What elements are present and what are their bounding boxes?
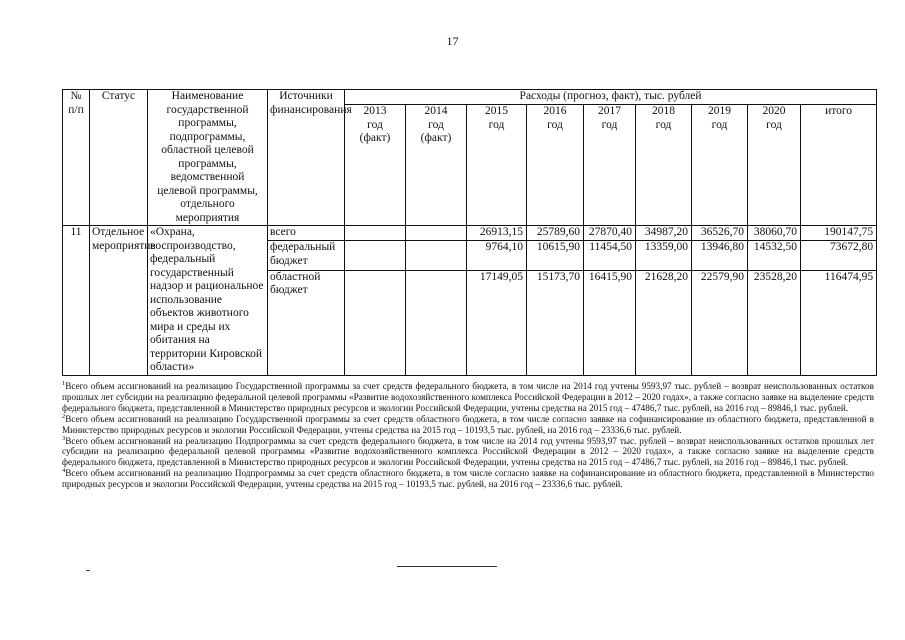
total-cell: 116474,95: [801, 270, 877, 375]
header-year-2017: [584, 105, 636, 226]
header-year-unit: год: [428, 118, 444, 131]
value-cell: 10615,90: [527, 241, 584, 270]
row-name: «Охрана, воспроизводство, федеральный государственный надзор и рациональное использование объектов животного мира и среды их обитания на территории Кировской области»: [148, 226, 268, 376]
footnote-mark: 4: [62, 467, 66, 475]
value-cell: 23528,20: [748, 270, 801, 375]
source-cell: областной бюджет: [268, 270, 345, 375]
value-cell: 25789,60: [527, 226, 584, 241]
row-status: Отдельное мероприятие: [90, 226, 148, 376]
header-year-2019: [692, 105, 748, 226]
header-year: 2013: [363, 105, 387, 118]
footnote-mark: 2: [62, 412, 66, 420]
value-cell: [345, 226, 406, 241]
header-year-2018: [636, 105, 692, 226]
header-year: 2017: [598, 105, 621, 118]
end-divider: [397, 566, 497, 567]
value-cell: 17149,05: [467, 270, 527, 375]
header-year: 2014: [424, 105, 448, 118]
header-year-note: (факт): [359, 132, 391, 145]
footnotes: [62, 381, 874, 490]
footnote-mark: 3: [62, 434, 66, 442]
source-cell: всего: [268, 226, 345, 241]
header-year: 2018: [652, 105, 675, 118]
footnote-text: Всего объем ассигнований на реализацию Государственной программы за счет средств областного бюджета, в том числе согласно заявке на софинансирование из областного бюджета, представленной в Министерство природных ресурсов и экологии Российской Федерации, учтены средства на 2015 год – 10193,5 тыс. рублей, на 2016 год – 23336,6 тыс. рублей.: [62, 413, 874, 435]
value-cell: [345, 270, 406, 375]
header-year-note: (факт): [420, 132, 452, 145]
header-expenses: Расходы (прогноз, факт), тыс. рублей: [345, 90, 877, 105]
total-cell: 190147,75: [801, 226, 877, 241]
footnote-text: Всего объем ассигнований на реализацию Государственной программы за счет средств федерального бюджета, в том числе на 2014 год учтены 9593,97 тыс. рублей – возврат неиспользованных остатков прошлых лет субсидии на реализацию федеральной целевой программы «Развитие водохозяйственного комплекса Российской Федерации в 2012 – 2020 годах», а также согласно заявке на выделение средств федерального бюджета, представленной в Министерство природных ресурсов и экологии Российской Федерации, учтены средства на 2015 год – 47486,7 тыс. рублей, на 2016 год – 89846,1 тыс. рублей.: [62, 381, 874, 413]
header-year: 2020: [762, 105, 786, 118]
header-source: Источники финансирования: [268, 90, 345, 226]
value-cell: 14532,50: [748, 241, 801, 270]
footnote: [62, 381, 874, 414]
value-cell: 27870,40: [584, 226, 636, 241]
table-row: [63, 226, 877, 241]
total-cell: 73672,80: [801, 241, 877, 270]
source-cell: федеральный бюджет: [268, 241, 345, 270]
value-cell: 13359,00: [636, 241, 692, 270]
value-cell: 36526,70: [692, 226, 748, 241]
footnote: [62, 468, 874, 490]
header-year-unit: год: [488, 118, 505, 131]
footnote: [62, 414, 874, 436]
row-num: 11: [63, 226, 90, 376]
value-cell: 21628,20: [636, 270, 692, 375]
scan-mark: [86, 570, 90, 571]
footnote: [62, 436, 874, 469]
value-cell: 16415,90: [584, 270, 636, 375]
footnote-text: Всего объем ассигнований на реализацию Подпрограммы за счет средств федерального бюджета, в том числе на 2014 год учтены 9593,97 тыс. рублей – возврат неиспользованных остатков прошлых лет субсидии на реализацию федеральной целевой программы «Развитие водохозяйственного комплекса Российской Федерации в 2012 – 2020 годах», а также согласно заявке на выделение средств федерального бюджета, представленной в Министерство природных ресурсов и экологии Российской Федерации, учтены средства на 2015 год – 47486,7 тыс. рублей, на 2016 год – 89846,1 тыс. рублей.: [62, 435, 874, 468]
value-cell: [406, 226, 467, 241]
header-num: № п/п: [63, 90, 90, 226]
value-cell: 38060,70: [748, 226, 801, 241]
header-year-unit: год: [766, 118, 782, 131]
header-year-2015: [467, 105, 527, 226]
header-year-unit: год: [711, 118, 728, 131]
value-cell: 26913,15: [467, 226, 527, 241]
value-cell: 9764,10: [467, 241, 527, 270]
header-status: Статус: [90, 90, 148, 226]
header-year-unit: год: [601, 118, 618, 131]
header-year-2016: [527, 105, 584, 226]
header-year: 2015: [485, 105, 508, 118]
header-year: 2016: [543, 105, 567, 118]
value-cell: 11454,50: [584, 241, 636, 270]
header-year-2014: [406, 105, 467, 226]
value-cell: 34987,20: [636, 226, 692, 241]
header-year-2020: [748, 105, 801, 226]
footnote-text: Всего объем ассигнований на реализацию Подпрограммы за счет средств областного бюджета, в том числе согласно заявке на софинансирование из областного бюджета, представленной в Министерство природных ресурсов и экологии Российской Федерации, учтены средства на 2015 год – 10193,5 тыс. рублей, на 2016 год – 23336,6 тыс. рублей.: [62, 468, 874, 490]
value-cell: 15173,70: [527, 270, 584, 375]
budget-table: [62, 89, 877, 376]
value-cell: 13946,80: [692, 241, 748, 270]
header-total: итого: [801, 105, 877, 226]
header-name: Наименование государственной программы, подпрограммы, областной целевой программы, ведомственной целевой программы, отдельного мероприятия: [148, 90, 268, 226]
header-year-unit: год: [655, 118, 672, 131]
header-year-unit: год: [547, 118, 563, 131]
header-year-2013: [345, 105, 406, 226]
value-cell: [406, 241, 467, 270]
header-year: 2019: [708, 105, 731, 118]
value-cell: [406, 270, 467, 375]
header-year-unit: год: [367, 118, 383, 131]
footnote-mark: 1: [62, 379, 66, 387]
page-number: 17: [446, 34, 459, 48]
value-cell: 22579,90: [692, 270, 748, 375]
value-cell: [345, 241, 406, 270]
